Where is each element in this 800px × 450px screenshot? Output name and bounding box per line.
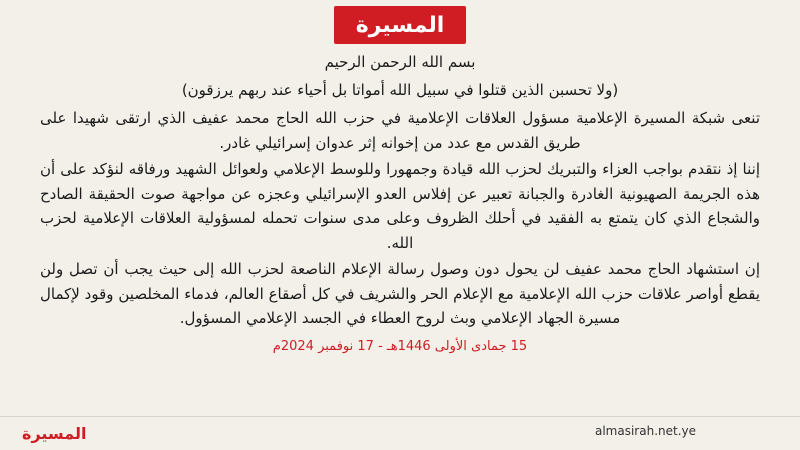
statement-date: 15 جمادى الأولى 1446هـ - 17 نوفمبر 2024م <box>272 338 528 354</box>
quran-verse: (ولا تحسبن الذين قتلوا في سبيل الله أمواتا بل أحياء عند ربهم يرزقون) <box>181 81 619 99</box>
paragraph-1: تنعى شبكة المسيرة الإعلامية مسؤول العلاقات الإعلامية في حزب الله الحاج محمد عفيف الذي ارتقى شهيدا على طريق القدس مع عدد من إخوانه إثر عدوان إسرائيلي غادر. <box>40 109 760 152</box>
website-url: almasirah.net.ye <box>594 424 696 438</box>
almasirah-logo <box>334 6 466 44</box>
logo-text: المسيرة <box>355 12 445 38</box>
paragraph-2: إننا إذ نتقدم بواجب العزاء والتبريك لحزب الله قيادة وجمهورا وللوسط الإعلامي ولعوائل الشهيد ورفاقه لنؤكد على أن هذه الجريمة الصهيونية الغادرة والجبانة تعبير عن إفلاس العدو الإسرائيلي وعجزه عن مواجهة صوت الحقيقة الصادح والشجاع الذي كان يتمتع به الفقيد في أحلك الظروف وعلى مدى سنوات تحمله لمسؤولية العلاقات الإعلامية لحزب الله. <box>40 160 760 252</box>
statement-body <box>40 50 760 357</box>
footer-logo-text: المسيرة <box>22 423 87 443</box>
footer-logo <box>22 420 118 446</box>
basmala: بسم الله الرحمن الرحيم <box>324 53 476 71</box>
paragraph-3: إن استشهاد الحاج محمد عفيف لن يحول دون وصول رسالة الإعلام الناصعة لحزب الله إلى حيث يجب أن تصل ولن يقطع أواصر علاقات حزب الله الإعلامية مع الإعلام الحر والشريف في كل أصقاع العالم، فدماء المخلصين وقود لإكمال مسيرة الجهاد الإعلامي وبث لروح العطاء في الجسد الإعلامي المسؤول. <box>40 260 760 327</box>
footer <box>0 416 800 450</box>
footer-divider <box>0 416 800 417</box>
